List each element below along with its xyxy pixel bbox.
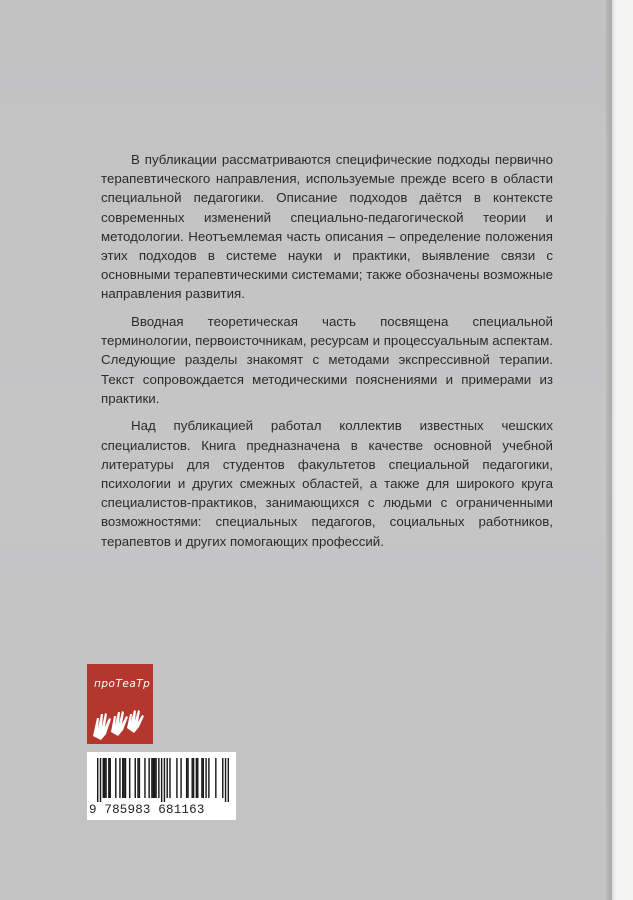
publisher-logo	[87, 664, 153, 744]
paragraph-2: Вводная теоретическая часть посвящена специальной терминологии, первоисточникам, ресурсам и процессуальным аспектам. Следующие разделы знакомят с методами экспрессивной терапии. Текст сопровождается методическими пояснениями и примерами из практики.	[101, 314, 553, 406]
barcode-bars	[97, 758, 229, 802]
barcode-bar	[186, 758, 187, 798]
barcode-bar	[125, 758, 126, 798]
barcode-bar	[215, 758, 216, 798]
barcode-bar	[196, 758, 197, 798]
barcode-bar	[108, 758, 109, 798]
barcode-bar	[97, 758, 98, 802]
barcode-bar	[110, 758, 111, 798]
barcode-bar	[197, 758, 198, 798]
barcode-bar	[105, 758, 106, 798]
barcode-bar	[144, 758, 145, 798]
barcode-bar	[187, 758, 188, 798]
barcode-bar	[180, 758, 181, 798]
barcode-bar	[122, 758, 123, 798]
barcode-bar	[169, 758, 170, 798]
barcode-bar	[158, 758, 159, 798]
barcode-bar	[148, 758, 149, 798]
barcode-bar	[201, 758, 202, 798]
barcode-bar	[104, 758, 105, 798]
barcode-bar	[123, 758, 124, 798]
barcode-bar	[151, 758, 152, 798]
hands-icon	[87, 692, 153, 744]
barcode-bar	[222, 758, 223, 798]
barcode-bar	[208, 758, 209, 798]
barcode-bar	[103, 758, 104, 798]
barcode-bar	[225, 758, 226, 802]
barcode-bar	[193, 758, 194, 798]
barcode-bar	[191, 758, 192, 798]
barcode-bar	[161, 758, 162, 802]
barcode-bar	[155, 758, 156, 798]
isbn-barcode	[87, 752, 236, 820]
barcode-bar	[137, 758, 138, 798]
barcode-bar	[135, 758, 136, 798]
cover-edge-shadow	[606, 0, 616, 900]
barcode-bar	[153, 758, 154, 798]
barcode-bar	[176, 758, 177, 798]
barcode-bar	[154, 758, 155, 798]
barcode-bar	[129, 758, 130, 798]
barcode-bar	[119, 758, 120, 798]
paragraph-3: Над публикацией работал коллектив известных чешских специалистов. Книга предназначена в качестве основной учебной литературы для студентов факультетов специальной педагогики, психологии и других смежных областей, а также для широкого круга специалистов-практиков, занимающихся с людьми с ограниченными возможностями: специальных педагогов, социальных работников, терапевтов и других помогающих профессий.	[101, 418, 553, 549]
barcode-bar	[100, 758, 101, 802]
barcode-digits: 9 785983 681163	[89, 803, 205, 817]
barcode-bar	[205, 758, 206, 798]
barcode-bar	[166, 758, 167, 798]
barcode-bar	[164, 758, 165, 802]
barcode-bar	[203, 758, 204, 798]
barcode-bar	[228, 758, 229, 802]
description-text	[101, 150, 553, 559]
barcode-bar	[115, 758, 116, 798]
paragraph-1: В публикации рассматриваются специфические подходы первично терапевтического направления, используемые прежде всего в области специальной педагогики. Описание подходов даётся в контексте современных изменений специально-педагогической теории и методологии. Неотъемлемая часть описания – определение положения этих подходов в системе науки и практики, выявление связи с основными терапевтическими системами; также обозначены возможные направления развития.	[101, 152, 553, 302]
barcode-bar	[139, 758, 140, 798]
publisher-logo-text: проТеаТр	[94, 678, 151, 690]
